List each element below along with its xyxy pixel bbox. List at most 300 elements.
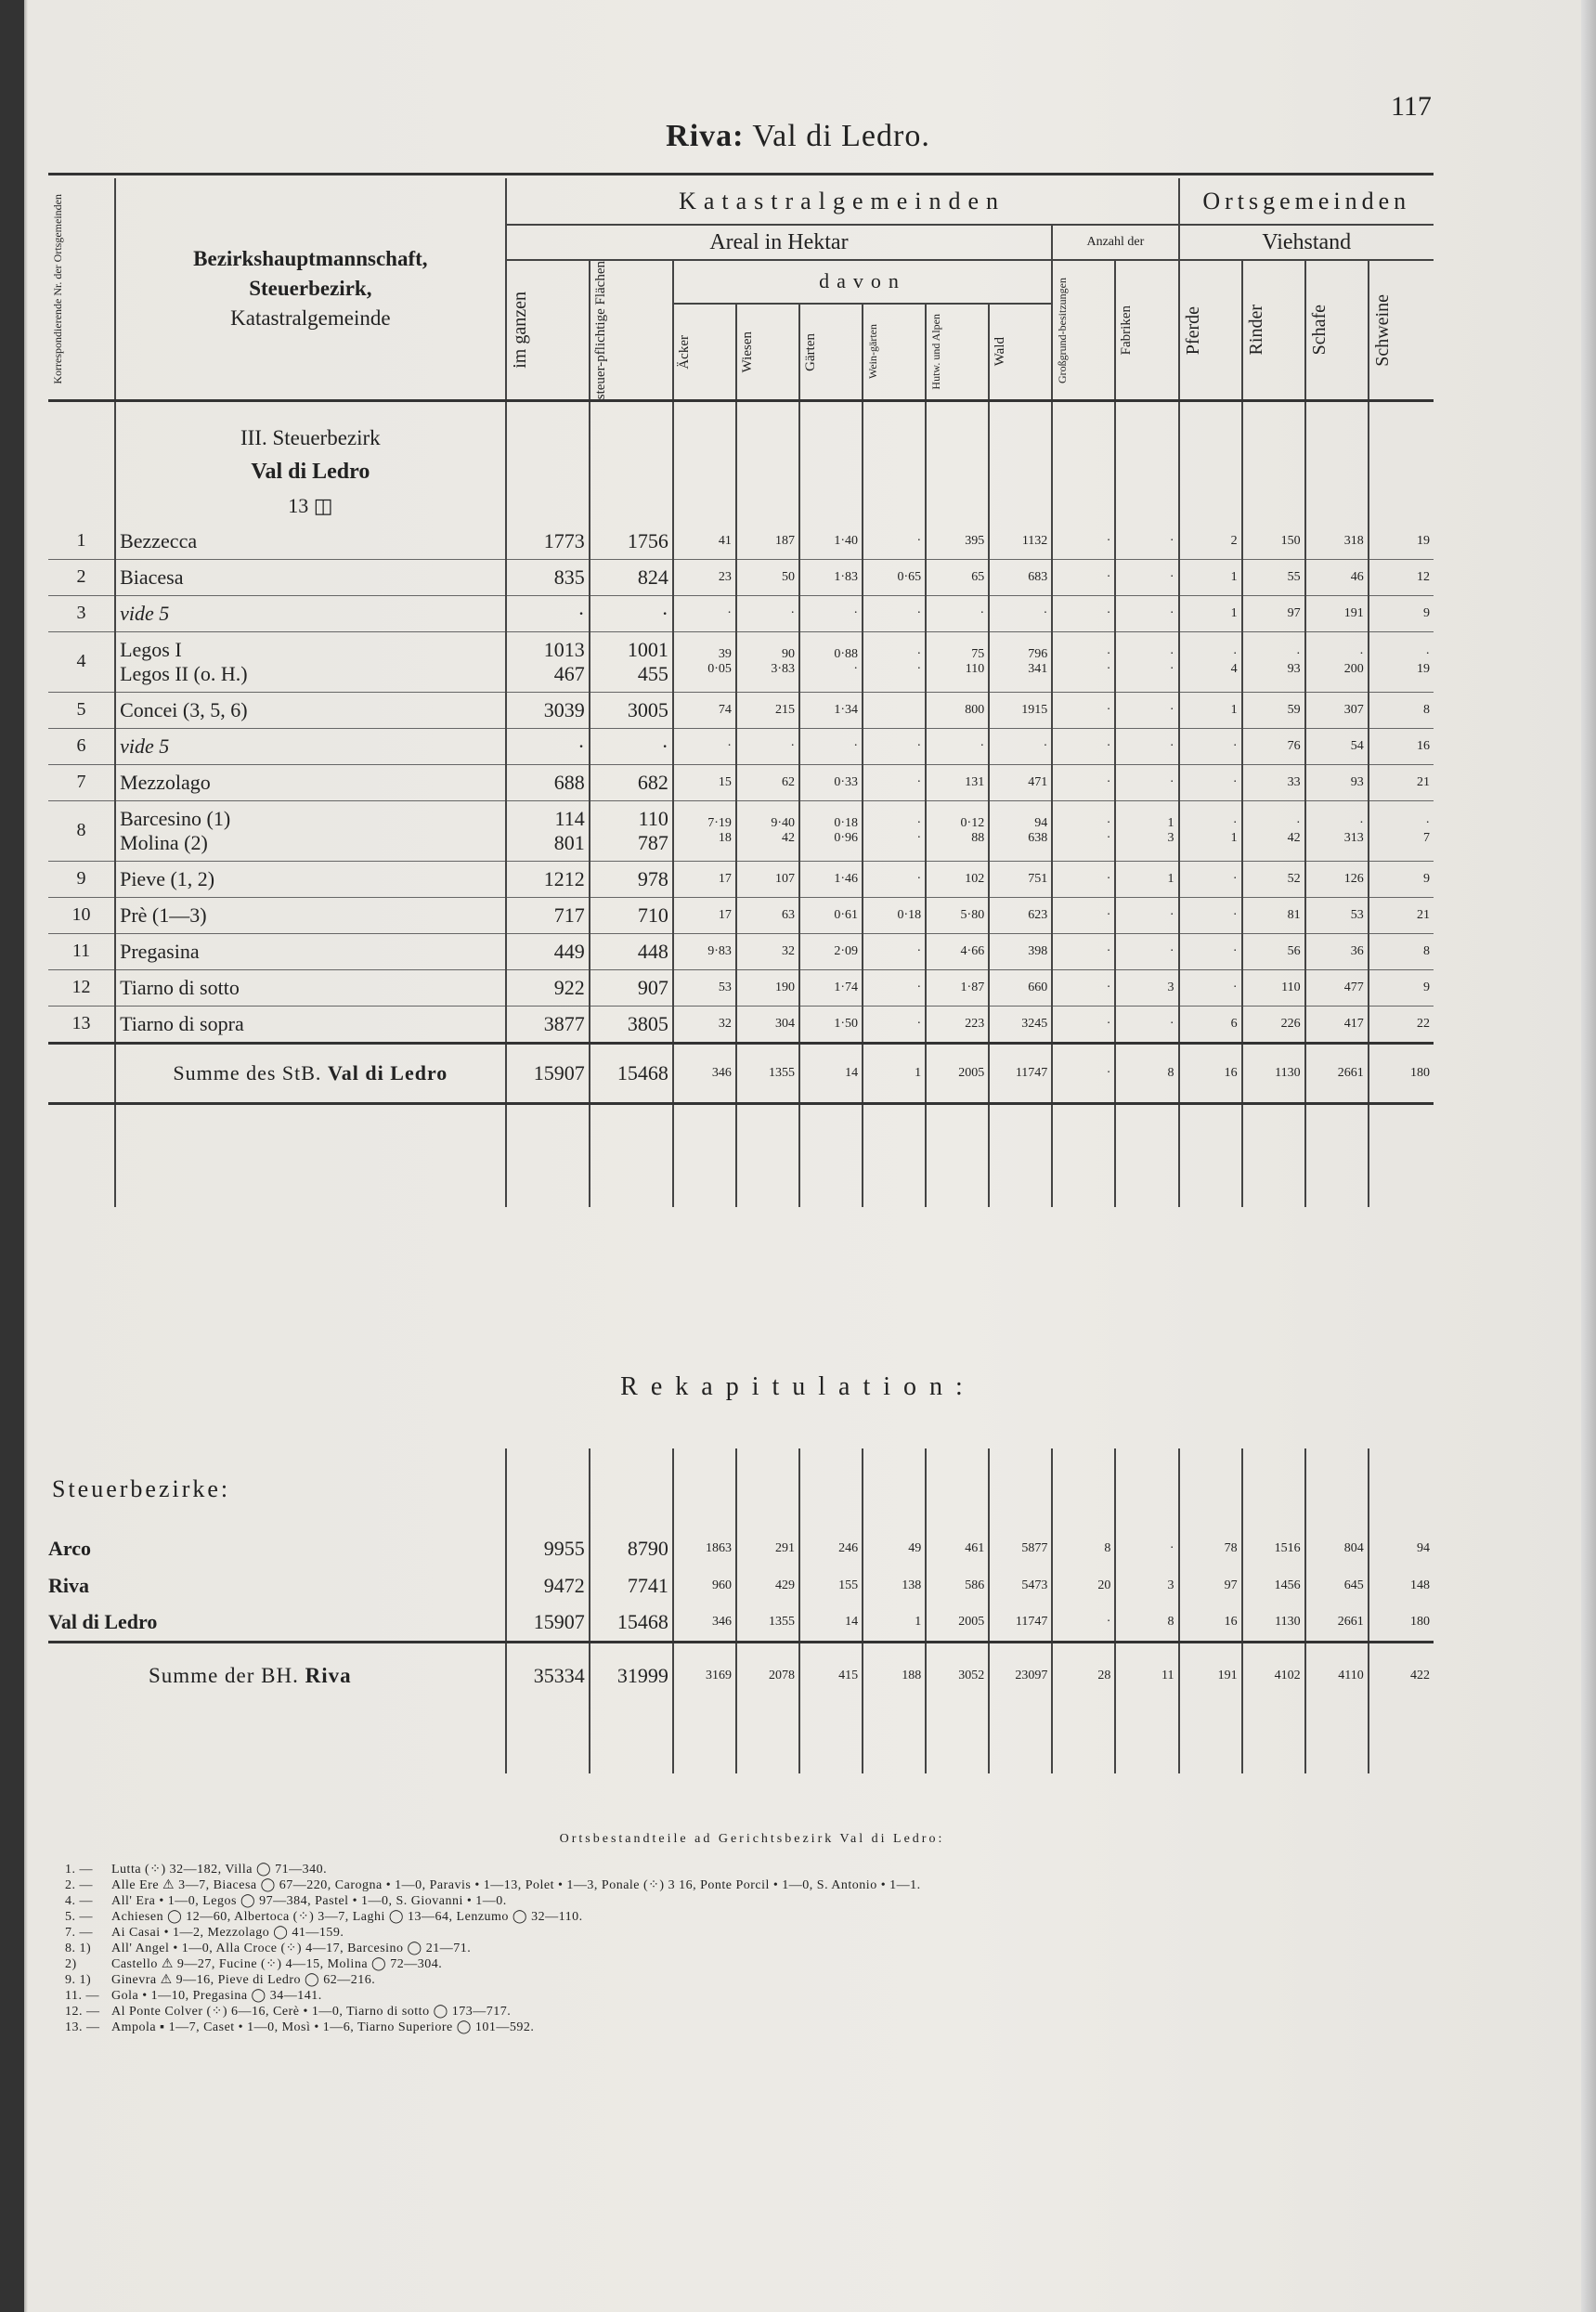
cell: 75 110	[926, 631, 989, 692]
cell: 429	[736, 1567, 799, 1604]
cell: 3	[1115, 1567, 1178, 1604]
footnote-line: 11. — Gola • 1—10, Pregasina ◯ 34—141.	[65, 1989, 322, 2003]
rekap-row-name: Val di Ledro	[48, 1610, 158, 1634]
cell: 978	[590, 861, 673, 897]
cell: 7·19 18	[673, 800, 736, 861]
cell: 1773	[506, 524, 590, 560]
cell: 1 3	[1115, 800, 1178, 861]
cell: 15	[673, 764, 736, 800]
table-row	[48, 861, 1434, 897]
cell: ·	[1052, 1604, 1115, 1642]
cell: 32	[673, 1006, 736, 1043]
cell: ·	[1179, 969, 1242, 1006]
table-row	[48, 524, 1434, 560]
corr-nr-header: Korrespondierende Nr. der Ortsgemeinden	[48, 178, 115, 401]
cell: 22	[1369, 1006, 1434, 1043]
cell: ·	[1052, 559, 1115, 595]
cell: ·	[863, 969, 926, 1006]
cell: 15907	[506, 1604, 590, 1642]
footnote-line: 1. — Lutta (⁘) 32—182, Villa ◯ 71—340.	[65, 1863, 328, 1877]
cell: 17	[673, 861, 736, 897]
cell: ·	[1115, 1006, 1178, 1043]
cell: 9·83	[673, 933, 736, 969]
row-name: Barcesino (1) Molina (2)	[115, 800, 506, 861]
cell: ·	[1052, 595, 1115, 631]
cell: ·	[590, 595, 673, 631]
cell: 246	[799, 1530, 863, 1567]
col-rinder: Rinder	[1242, 260, 1305, 401]
cell: ·	[1179, 861, 1242, 897]
cell: 16	[1179, 1604, 1242, 1642]
cell: ·	[1179, 764, 1242, 800]
cell: 960	[673, 1567, 736, 1604]
cell: ·	[1179, 897, 1242, 933]
group-katastral: Katastralgemeinden	[506, 178, 1179, 225]
cell: 1001 455	[590, 631, 673, 692]
cell: 1·40	[799, 524, 863, 560]
cell: · ·	[863, 631, 926, 692]
cell: · 19	[1369, 631, 1434, 692]
cell: 1	[1115, 861, 1178, 897]
cell: 395	[926, 524, 989, 560]
cell: ·	[863, 861, 926, 897]
row-number: 5	[48, 692, 115, 728]
row-number: 10	[48, 897, 115, 933]
cell: ·	[506, 728, 590, 764]
col-schweine: Schweine	[1369, 260, 1434, 401]
cell: 126	[1305, 861, 1369, 897]
cell: ·	[1052, 692, 1115, 728]
cell: 114 801	[506, 800, 590, 861]
statistics-table	[48, 178, 1434, 1207]
cell: 36	[1305, 933, 1369, 969]
cell: 49	[863, 1530, 926, 1567]
cell: 9·40 42	[736, 800, 799, 861]
cell: 2661	[1305, 1604, 1369, 1642]
cell: · ·	[1115, 631, 1178, 692]
cell: 0·88 ·	[799, 631, 863, 692]
cell: 8	[1369, 692, 1434, 728]
cell: ·	[1052, 933, 1115, 969]
cell: 8	[1369, 933, 1434, 969]
row-name: Tiarno di sopra	[115, 1006, 506, 1043]
cell: 23	[673, 559, 736, 595]
cell: 398	[989, 933, 1052, 969]
section-heading-row	[48, 401, 1434, 524]
cell: 107	[736, 861, 799, 897]
cell: · 200	[1305, 631, 1369, 692]
cell: 41	[673, 524, 736, 560]
cell: ·	[863, 728, 926, 764]
name-header: Bezirkshauptmannschaft, Steuerbezirk, Katastralgemeinde	[115, 178, 506, 401]
cell: 1013 467	[506, 631, 590, 692]
cell: ·	[926, 728, 989, 764]
cell: 307	[1305, 692, 1369, 728]
cell: 56	[1242, 933, 1305, 969]
cell: ·	[1115, 897, 1178, 933]
cell: 1915	[989, 692, 1052, 728]
cell: 21	[1369, 764, 1434, 800]
cell: 12	[1369, 559, 1434, 595]
cell: 90 3·83	[736, 631, 799, 692]
cell: 1130	[1242, 1604, 1305, 1642]
cell: ·	[863, 595, 926, 631]
cell: 417	[1305, 1006, 1369, 1043]
cell: ·	[1115, 595, 1178, 631]
table-row	[48, 897, 1434, 933]
cell: 131	[926, 764, 989, 800]
cell: 3005	[590, 692, 673, 728]
cell: 1	[1179, 692, 1242, 728]
cell: 8	[1052, 1530, 1115, 1567]
rekap-row	[48, 1604, 1434, 1642]
cell: 14	[799, 1604, 863, 1642]
cell: 15468	[590, 1604, 673, 1642]
cell: · 1	[1179, 800, 1242, 861]
rekap-sum-row: Summe der BH. Riva 35334 31999 3169 2078 415 188 3052 23097 28 11 191 4102 4110 422	[48, 1642, 1434, 1708]
cell: ·	[673, 595, 736, 631]
row-name: Biacesa	[115, 559, 506, 595]
cell: ·	[1115, 692, 1178, 728]
cell: 346	[673, 1604, 736, 1642]
cell: 477	[1305, 969, 1369, 1006]
cell: 9472	[506, 1567, 590, 1604]
row-name: Tiarno di sotto	[115, 969, 506, 1006]
cell: 0·18 0·96	[799, 800, 863, 861]
cell: 9	[1369, 861, 1434, 897]
footnote-line: 4. — All' Era • 1—0, Legos ◯ 97—384, Pastel • 1—0, S. Giovanni • 1—0.	[65, 1894, 507, 1908]
cell: 52	[1242, 861, 1305, 897]
cell: 800	[926, 692, 989, 728]
cell: 187	[736, 524, 799, 560]
cell: 17	[673, 897, 736, 933]
rekapitulation-title: Rekapitulation:	[620, 1372, 976, 1401]
cell: ·	[1179, 728, 1242, 764]
cell: 9	[1369, 595, 1434, 631]
cell: 8	[1115, 1604, 1178, 1642]
cell: 0·65	[863, 559, 926, 595]
cell: · 93	[1242, 631, 1305, 692]
row-name: vide 5	[115, 595, 506, 631]
cell: ·	[863, 1006, 926, 1043]
cell: ·	[799, 728, 863, 764]
cell: 660	[989, 969, 1052, 1006]
cell: · ·	[1052, 800, 1115, 861]
rekap-row	[48, 1567, 1434, 1604]
row-name: Pregasina	[115, 933, 506, 969]
cell: 33	[1242, 764, 1305, 800]
table-row	[48, 800, 1434, 861]
cell: 3805	[590, 1006, 673, 1043]
scan-right-edge	[1581, 0, 1596, 2312]
cell: 11747	[989, 1604, 1052, 1642]
cell: 304	[736, 1006, 799, 1043]
footnote-line: 12. — Al Ponte Colver (⁘) 6—16, Cerè • 1—0, Tiarno di sotto ◯ 173—717.	[65, 2005, 512, 2019]
col-wald: Wald	[989, 304, 1052, 401]
cell: ·	[863, 764, 926, 800]
cell: ·	[863, 524, 926, 560]
cell: 683	[989, 559, 1052, 595]
steuerbezirke-label: Steuerbezirke:	[52, 1475, 231, 1502]
cell: 291	[736, 1530, 799, 1567]
cell: 2005	[926, 1604, 989, 1642]
row-name: Concei (3, 5, 6)	[115, 692, 506, 728]
cell: 74	[673, 692, 736, 728]
cell: 449	[506, 933, 590, 969]
cell: 3877	[506, 1006, 590, 1043]
cell: 190	[736, 969, 799, 1006]
cell: 751	[989, 861, 1052, 897]
cell: 1·74	[799, 969, 863, 1006]
cell: 3039	[506, 692, 590, 728]
anzahl-header: Anzahl der	[1052, 225, 1178, 260]
cell: 796 341	[989, 631, 1052, 692]
cell: 1132	[989, 524, 1052, 560]
row-number: 3	[48, 595, 115, 631]
cell: 3245	[989, 1006, 1052, 1043]
cell: 2	[1179, 524, 1242, 560]
cell: 1·46	[799, 861, 863, 897]
cell: 471	[989, 764, 1052, 800]
cell: 1	[1179, 595, 1242, 631]
sum-row: Summe des StB. Val di Ledro 15907 15468 346 1355 14 1 2005 11747 · 8 16 1130 2661 180	[48, 1043, 1434, 1103]
cell: 1·83	[799, 559, 863, 595]
cell: 65	[926, 559, 989, 595]
cell: 1212	[506, 861, 590, 897]
cell: 94	[1369, 1530, 1434, 1567]
page-number: 117	[1391, 91, 1432, 122]
cell: 138	[863, 1567, 926, 1604]
cell: 223	[926, 1006, 989, 1043]
row-number: 12	[48, 969, 115, 1006]
cell: 922	[506, 969, 590, 1006]
cell: 93	[1305, 764, 1369, 800]
cell: ·	[989, 728, 1052, 764]
col-steuer: steuer-pflichtige Flächen	[590, 260, 673, 401]
col-hutw: Hutw. und Alpen	[926, 304, 989, 401]
footnotes-heading: Ortsbestandteile ad Gerichtsbezirk Val di Ledro:	[559, 1832, 945, 1846]
cell: 907	[590, 969, 673, 1006]
row-name: Mezzolago	[115, 764, 506, 800]
footnote-line: 2) Castello ⚠ 9—27, Fucine (⁘) 4—15, Molina ◯ 72—304.	[65, 1957, 443, 1971]
cell: 0·12 88	[926, 800, 989, 861]
col-fabrik: Fabriken	[1115, 260, 1178, 401]
rekap-table	[48, 1448, 1434, 1773]
cell: ·	[1115, 559, 1178, 595]
cell: 1516	[1242, 1530, 1305, 1567]
cell: 59	[1242, 692, 1305, 728]
cell: 110 787	[590, 800, 673, 861]
row-number: 4	[48, 631, 115, 692]
cell: 0·61	[799, 897, 863, 933]
table-row	[48, 728, 1434, 764]
cell: 688	[506, 764, 590, 800]
footnote-line: 7. — Ai Casai • 1—2, Mezzolago ◯ 41—159.	[65, 1926, 344, 1940]
cell: 63	[736, 897, 799, 933]
cell: ·	[1052, 764, 1115, 800]
scan-left-edge	[0, 0, 24, 2312]
cell: 62	[736, 764, 799, 800]
cell: 102	[926, 861, 989, 897]
row-number: 2	[48, 559, 115, 595]
cell: · 4	[1179, 631, 1242, 692]
table-row	[48, 933, 1434, 969]
col-aecker: Äcker	[673, 304, 736, 401]
cell: 97	[1179, 1567, 1242, 1604]
cell: · ·	[863, 800, 926, 861]
cell: 155	[799, 1567, 863, 1604]
cell: 1·34	[799, 692, 863, 728]
cell: ·	[1052, 969, 1115, 1006]
col-schafe: Schafe	[1305, 260, 1369, 401]
table-row	[48, 692, 1434, 728]
cell: 5877	[989, 1530, 1052, 1567]
cell: 1863	[673, 1530, 736, 1567]
cell: 76	[1242, 728, 1305, 764]
cell: 623	[989, 897, 1052, 933]
cell: 1·87	[926, 969, 989, 1006]
cell: ·	[590, 728, 673, 764]
cell: 1	[1179, 559, 1242, 595]
cell: 5473	[989, 1567, 1052, 1604]
cell: · 7	[1369, 800, 1434, 861]
cell: 682	[590, 764, 673, 800]
section-title: III. Steuerbezirk	[240, 425, 381, 449]
row-name: Pieve (1, 2)	[115, 861, 506, 897]
cell: ·	[1115, 524, 1178, 560]
table-row	[48, 595, 1434, 631]
cell: 824	[590, 559, 673, 595]
cell: ·	[1052, 728, 1115, 764]
cell: 7741	[590, 1567, 673, 1604]
row-name: vide 5	[115, 728, 506, 764]
cell: 148	[1369, 1567, 1434, 1604]
table-row	[48, 559, 1434, 595]
cell: 150	[1242, 524, 1305, 560]
rekap-row-name: Riva	[48, 1574, 89, 1597]
viehstand-header: Viehstand	[1179, 225, 1434, 260]
group-orts: Ortsgemeinden	[1179, 178, 1434, 225]
col-ganzen: im ganzen	[506, 260, 590, 401]
cell: 55	[1242, 559, 1305, 595]
cell: 110	[1242, 969, 1305, 1006]
areal-header: Areal in Hektar	[506, 225, 1053, 260]
footnotes	[65, 1831, 1439, 2035]
cell: ·	[1179, 933, 1242, 969]
cell: ·	[1115, 764, 1178, 800]
cell: ·	[1115, 728, 1178, 764]
row-number: 8	[48, 800, 115, 861]
cell: 78	[1179, 1530, 1242, 1567]
cell: · 42	[1242, 800, 1305, 861]
rekap-row-name: Arco	[48, 1537, 92, 1560]
table-row	[48, 764, 1434, 800]
rekap-row	[48, 1530, 1434, 1567]
col-wein: Wein-gärten	[863, 304, 926, 401]
table-row	[48, 631, 1434, 692]
footnote-line: 13. — Ampola ▪ 1—7, Caset • 1—0, Mosì • 1—6, Tiarno Superiore ◯ 101—592.	[65, 2020, 535, 2034]
cell: 50	[736, 559, 799, 595]
cell: ·	[863, 933, 926, 969]
footnote-line: 9. 1) Ginevra ⚠ 9—16, Pieve di Ledro ◯ 62—216.	[65, 1973, 376, 1987]
cell: 53	[1305, 897, 1369, 933]
cell: 16	[1369, 728, 1434, 764]
cell: ·	[1052, 1006, 1115, 1043]
cell: 1756	[590, 524, 673, 560]
cell: 461	[926, 1530, 989, 1567]
cell: 717	[506, 897, 590, 933]
cell: 1	[863, 1604, 926, 1642]
section-count: 13 ◫	[288, 493, 333, 517]
col-gaerten: Gärten	[799, 304, 863, 401]
row-name: Legos I Legos II (o. H.)	[115, 631, 506, 692]
cell: 97	[1242, 595, 1305, 631]
row-number: 11	[48, 933, 115, 969]
cell: 6	[1179, 1006, 1242, 1043]
cell: 835	[506, 559, 590, 595]
cell: 20	[1052, 1567, 1115, 1604]
top-rule	[48, 173, 1434, 175]
cell: 46	[1305, 559, 1369, 595]
cell: ·	[989, 595, 1052, 631]
cell: 1456	[1242, 1567, 1305, 1604]
cell: ·	[1115, 1530, 1178, 1567]
cell: 19	[1369, 524, 1434, 560]
davon-header: davon	[673, 260, 1052, 304]
cell: 21	[1369, 897, 1434, 933]
cell: ·	[1052, 861, 1115, 897]
cell: ·	[1052, 897, 1115, 933]
cell: 54	[1305, 728, 1369, 764]
cell	[863, 692, 926, 728]
cell: · ·	[1052, 631, 1115, 692]
cell: ·	[673, 728, 736, 764]
row-number: 7	[48, 764, 115, 800]
col-wiesen: Wiesen	[736, 304, 799, 401]
cell: ·	[926, 595, 989, 631]
cell: 3	[1115, 969, 1178, 1006]
footnote-line: 8. 1) All' Angel • 1—0, Alla Croce (⁘) 4—17, Barcesino ◯ 21—71.	[65, 1942, 472, 1955]
cell: ·	[1052, 524, 1115, 560]
row-number: 1	[48, 524, 115, 560]
cell: 448	[590, 933, 673, 969]
col-pferde: Pferde	[1179, 260, 1242, 401]
cell: 39 0·05	[673, 631, 736, 692]
cell: ·	[1115, 933, 1178, 969]
cell: 191	[1305, 595, 1369, 631]
cell: 180	[1369, 1604, 1434, 1642]
cell: 318	[1305, 524, 1369, 560]
cell: 53	[673, 969, 736, 1006]
cell: ·	[799, 595, 863, 631]
cell: 1355	[736, 1604, 799, 1642]
footnote-line: 5. — Achiesen ◯ 12—60, Albertoca (⁘) 3—7, Laghi ◯ 13—64, Lenzumo ◯ 32—110.	[65, 1910, 583, 1924]
row-number: 6	[48, 728, 115, 764]
cell: ·	[736, 728, 799, 764]
table-row	[48, 969, 1434, 1006]
cell: 4·66	[926, 933, 989, 969]
page-title: Riva: Val di Ledro.	[666, 119, 930, 153]
row-name: Prè (1—3)	[115, 897, 506, 933]
table-row	[48, 1006, 1434, 1043]
cell: ·	[506, 595, 590, 631]
row-number: 9	[48, 861, 115, 897]
cell: 81	[1242, 897, 1305, 933]
section-name: Val di Ledro	[251, 459, 370, 484]
cell: 8790	[590, 1530, 673, 1567]
cell: 94 638	[989, 800, 1052, 861]
cell: 215	[736, 692, 799, 728]
